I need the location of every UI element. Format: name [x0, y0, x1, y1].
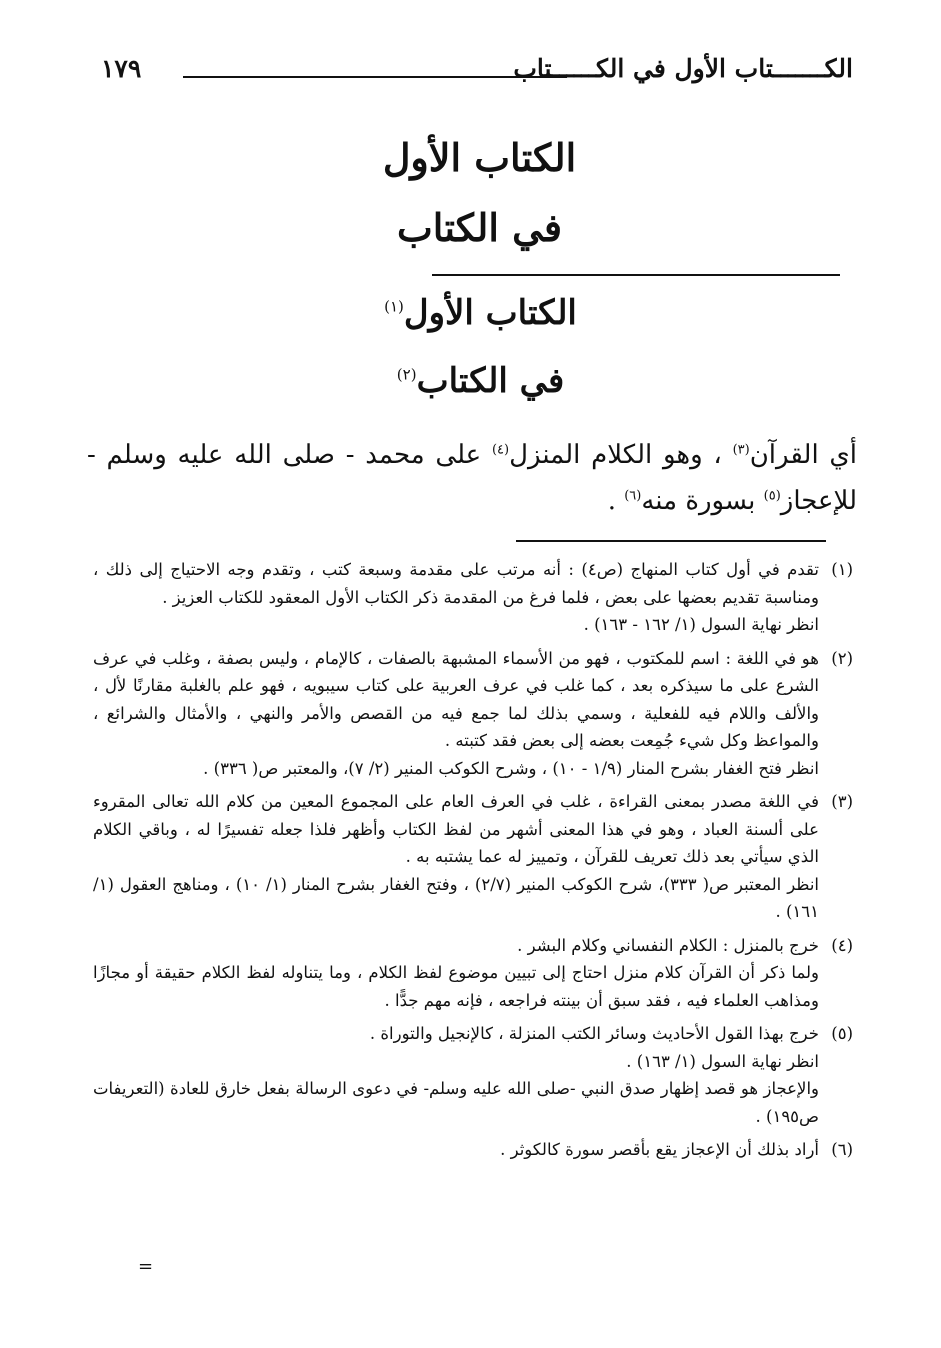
section-title-text-1: الكتاب الأول	[403, 293, 577, 333]
footnote-number: (٦)	[831, 1140, 853, 1159]
footnote-body	[93, 788, 819, 926]
footnote-1	[93, 556, 853, 639]
footnote-number: (٣)	[831, 792, 853, 811]
section-title-line-2	[0, 361, 941, 401]
footnote-2	[93, 645, 853, 783]
footnote-number: (١)	[831, 560, 853, 579]
footnote-body	[93, 1020, 819, 1130]
running-header	[93, 52, 853, 92]
footnote-ref-3[interactable]: (٣)	[732, 442, 750, 458]
footnote-text: أراد بذلك أن الإعجاز يقع بأقصر سورة كالكوثر .	[500, 1140, 819, 1159]
header-rule	[183, 76, 567, 78]
footnote-number: (٥)	[831, 1024, 853, 1043]
footnote-text: تقدم في أول كتاب المنهاج (ص٤) : أنه مرتب على مقدمة وسبعة كتب ، وتقدم وجه الاحتياج إلى ذلك ، ومناسبة تقديم بعضها على بعض ، فلما فرغ من المقدمة ذكر الكتاب الأول المعقود للكتاب العزيز .	[93, 560, 819, 607]
footnote-ref-4[interactable]: (٤)	[491, 442, 510, 458]
footnote-citation: انظر المعتبر ص( ٣٣٣)، شرح الكوكب المنير (٢/٧) ، وفتح الغفار بشرح المنار (١/ ١٠) ، ومناهج العقول (١/ ١٦١) .	[93, 874, 820, 921]
footnote-4	[93, 932, 853, 1015]
footnote-ref-6[interactable]: (٦)	[624, 488, 642, 504]
footnote-citation: انظر نهاية السول (١/ ١٦٢ - ١٦٣) .	[583, 615, 819, 634]
footnote-number: (٢)	[831, 648, 853, 668]
footnotes	[93, 556, 853, 1170]
page-number: ١٧٩	[101, 54, 142, 83]
main-text-part-5: .	[607, 486, 625, 516]
footnote-body	[93, 932, 819, 1015]
footnote-text: في اللغة مصدر بمعنى القراءة ، غلب في العرف العام على المجموع المعين من كلام الله تعالى المقروء على ألسنة العباد ، وهو في هذا المعنى أشهر من لفظ الكتاب وأظهر فلذا جعله تفسيرًا له ، وباقي الكلام الذي سيأتي بعد ذلك تعريف للقرآن ، وتمييز له عما يشتبه به .	[93, 792, 819, 866]
continuation-mark: =	[138, 1256, 154, 1277]
footnote-text: خرج بهذا القول الأحاديث وسائر الكتب المنزلة ، كالإنجيل والتوراة .	[369, 1024, 819, 1043]
footnote-6	[93, 1136, 853, 1164]
footnote-citation: انظر فتح الغفار بشرح المنار (١/٩ - ١٠) ، وشرح الكوكب المنير (٢/ ٧)، والمعتبر ص( ٣٣٦) .	[203, 758, 819, 778]
chapter-title-line-1	[0, 135, 941, 180]
footnote-text: خرج بالمنزل : الكلام النفساني وكلام البشر .	[517, 935, 819, 955]
footnote-body	[93, 1136, 819, 1164]
running-title: الكـــــــتاب الأول في الكــــــتاب	[513, 54, 853, 83]
footnote-3	[93, 788, 853, 926]
section-title-text-2: في الكتاب	[416, 361, 565, 401]
footnote-ref-1[interactable]: (١)	[384, 297, 404, 316]
footnote-ref-5[interactable]: (٥)	[763, 488, 781, 504]
chapter-title-line-2	[0, 205, 941, 250]
main-text	[87, 432, 857, 524]
chapter-title-text-2: في الكتاب	[396, 205, 562, 250]
footnote-text: والإعجاز هو قصد إظهار صدق النبي -صلى الله عليه وسلم- في دعوى الرسالة بفعل خارق للعادة (التعريفات ص١٩٥) .	[93, 1079, 819, 1126]
title-rule	[432, 274, 840, 276]
chapter-title-text-1: الكتاب الأول	[382, 135, 577, 180]
footnote-citation: انظر نهاية السول (١/ ١٦٣) .	[626, 1051, 819, 1071]
main-text-part-3: على محمد - صلى الله عليه وسلم - للإعجاز	[87, 440, 857, 516]
footnote-text: ولما ذكر أن القرآن كلام منزل احتاج إلى تبيين موضوع لفظ الكلام ، وما يتناوله لفظ الكلام حقيقة أو مجازًا ومذاهب العلماء فيه ، فقد سبق أن بينته فراجعه ، فإنه مهم جدًّا .	[93, 963, 819, 1010]
footnote-body	[93, 645, 819, 783]
footnote-body	[93, 556, 819, 639]
section-title-line-1	[0, 293, 941, 333]
footnote-5	[93, 1020, 853, 1130]
main-text-part-1: أي القرآن	[749, 440, 857, 470]
footnote-text: هو في اللغة : اسم للمكتوب ، فهو من الأسماء المشبهة بالصفات ، كالإمام ، وليس بصفة ، وغلب في عرف الشرع على ما سيذكره بعد ، كما غلب في عرف العربية على كتاب سيبويه ، فهو علم بالغلبة مقارنًا لأل ، والألف واللام فيه للفعلية ، وسمي بذلك لما جمع فيه من القصص والأمر والنهي ، والأمثال والشرائع ، والمواعظ وكل شيء جُمِعت بعضه إلى بعض فقد كتبته .	[93, 648, 819, 750]
footnote-number: (٤)	[831, 935, 853, 955]
main-text-part-2: ، وهو الكلام المنزل	[509, 440, 733, 470]
main-text-part-4: بسورة منه	[641, 486, 764, 516]
footnote-ref-2[interactable]: (٢)	[396, 365, 417, 384]
footnote-rule	[516, 540, 826, 542]
main-paragraph	[87, 432, 857, 524]
